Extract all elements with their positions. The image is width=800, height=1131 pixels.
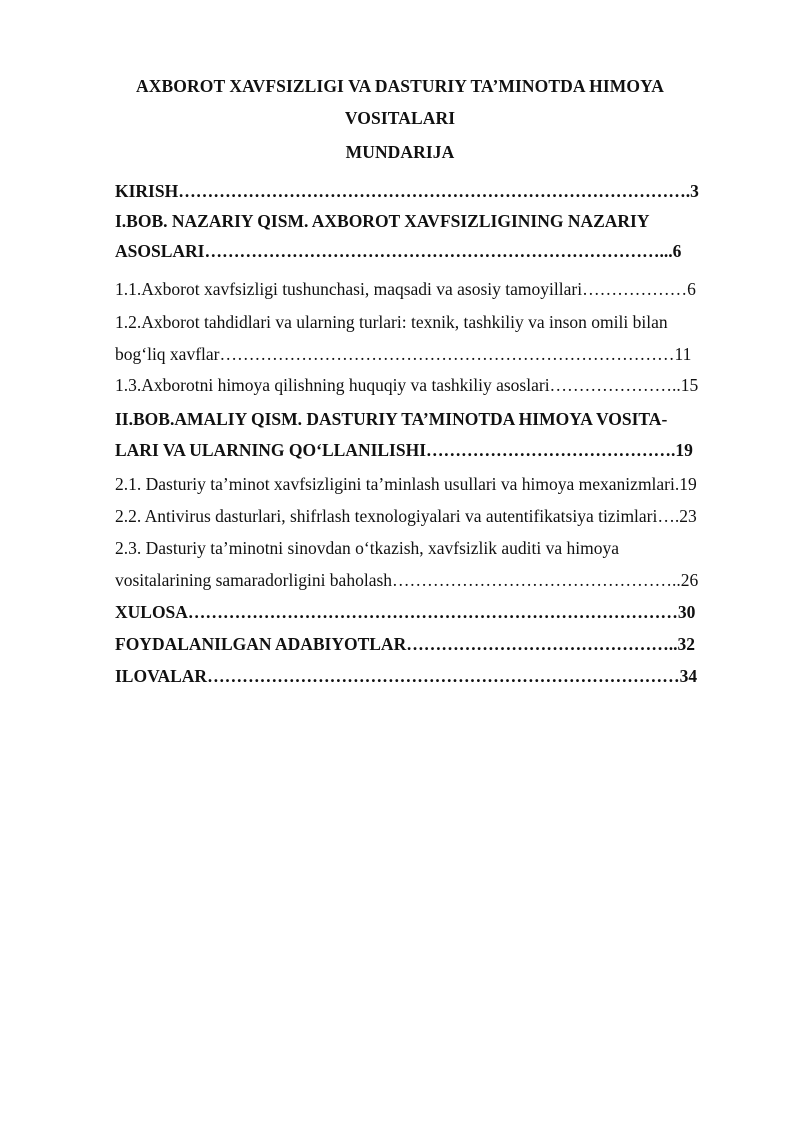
toc-entry-1-2-line1: 1.2.Axborot tahdidlari va ularning turlari: texnik, tashkiliy va inson omili bilan: [115, 312, 668, 332]
toc-entry-bob2-line2: LARI VA ULARNING QO‘LLANILISHI…………………………………….19: [115, 440, 693, 460]
toc-entry-2-1: 2.1. Dasturiy ta’minot xavfsizligini ta’minlash usullari va himoya mexanizmlari.19: [115, 474, 697, 494]
toc-entry-2-2: 2.2. Antivirus dasturlari, shifrlash texnologiyalari va autentifikatsiya tizimlari….23: [115, 506, 697, 526]
toc-entry-ilovalar: ILOVALAR………………………………………………………………………34: [115, 666, 698, 686]
toc-entry-1-2-line2: bog‘liq xavflar……………………………………………………………………11: [115, 344, 692, 364]
document-title-line-2: VOSITALARI: [344, 108, 456, 128]
toc-entry-2-3-line1: 2.3. Dasturiy ta’minotni sinovdan o‘tkazish, xavfsizlik auditi va himoya: [115, 538, 620, 558]
toc-entry-xulosa: XULOSA…………………………………………………………………………30: [115, 602, 696, 622]
toc-entry-adabiyotlar: FOYDALANILGAN ADABIYOTLAR………………………………………..32: [115, 634, 695, 654]
toc-entry-kirish: KIRISH…………………………………………………………………………….3: [115, 181, 699, 201]
toc-entry-1-3: 1.3.Axborotni himoya qilishning huquqiy va tashkiliy asoslari…………………..15: [115, 375, 699, 395]
toc-entry-2-3-line2: vositalarining samaradorligini baholash…………………………………………..26: [115, 570, 699, 590]
toc-entry-1-1: 1.1.Axborot xavfsizligi tushunchasi, maqsadi va asosiy tamoyillari………………6: [115, 279, 696, 299]
contents-heading: MUNDARIJA: [345, 142, 455, 162]
toc-entry-bob1-line1: I.BOB. NAZARIY QISM. AXBOROT XAVFSIZLIGINING NAZARIY: [115, 211, 650, 231]
toc-entry-bob2-line1: II.BOB.AMALIY QISM. DASTURIY TA’MINOTDA HIMOYA VOSITA-: [115, 409, 668, 429]
document-title-line-1: AXBOROT XAVFSIZLIGI VA DASTURIY TA’MINOTDA HIMOYA: [136, 76, 664, 96]
toc-entry-bob1-line2: ASOSLARI……………………………………………………………………...6: [115, 241, 682, 261]
